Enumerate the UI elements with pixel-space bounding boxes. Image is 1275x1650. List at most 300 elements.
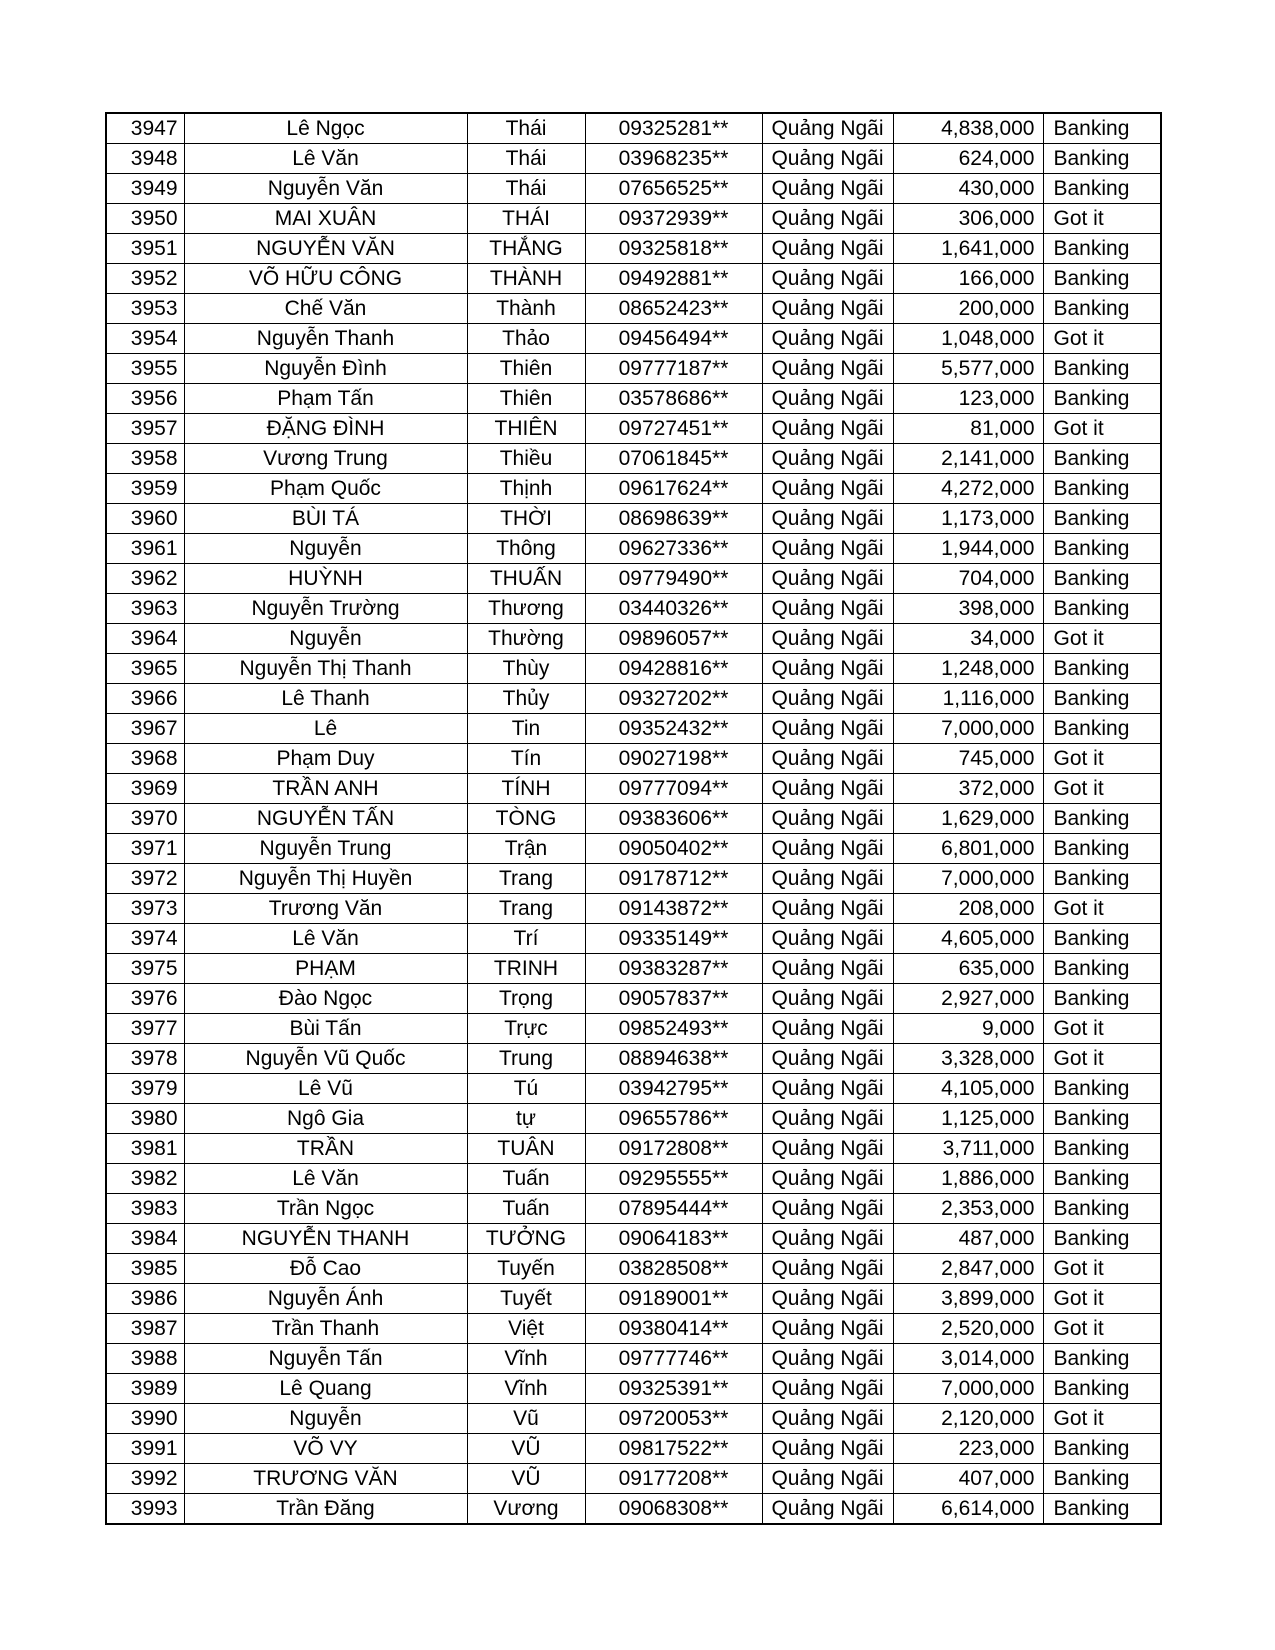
cell-number: 3961 (106, 534, 184, 564)
cell-given-name: TUÂN (467, 1134, 585, 1164)
table-row (106, 1194, 1161, 1224)
cell-given-name: TƯỞNG (467, 1224, 585, 1254)
cell-phone: 09777187** (585, 354, 762, 384)
table-row (106, 864, 1161, 894)
cell-surname: Lê Văn (184, 924, 467, 954)
cell-phone: 09720053** (585, 1404, 762, 1434)
table-row (106, 324, 1161, 354)
cell-number: 3958 (106, 444, 184, 474)
cell-phone: 03440326** (585, 594, 762, 624)
cell-given-name: THUẤN (467, 564, 585, 594)
cell-amount: 166,000 (893, 264, 1043, 294)
cell-surname: Nguyễn (184, 624, 467, 654)
cell-number: 3947 (106, 113, 184, 144)
cell-province: Quảng Ngãi (762, 1074, 893, 1104)
cell-surname: Nguyễn Thị Huyền (184, 864, 467, 894)
cell-amount: 200,000 (893, 294, 1043, 324)
cell-amount: 123,000 (893, 384, 1043, 414)
cell-status: Banking (1043, 1434, 1161, 1464)
cell-phone: 09727451** (585, 414, 762, 444)
cell-given-name: Thiên (467, 354, 585, 384)
cell-number: 3980 (106, 1104, 184, 1134)
cell-given-name: Thủy (467, 684, 585, 714)
cell-province: Quảng Ngãi (762, 264, 893, 294)
cell-status: Banking (1043, 864, 1161, 894)
cell-given-name: Tuấn (467, 1164, 585, 1194)
cell-given-name: Thái (467, 144, 585, 174)
cell-number: 3949 (106, 174, 184, 204)
cell-number: 3985 (106, 1254, 184, 1284)
cell-number: 3984 (106, 1224, 184, 1254)
cell-number: 3982 (106, 1164, 184, 1194)
cell-number: 3963 (106, 594, 184, 624)
cell-given-name: TRINH (467, 954, 585, 984)
cell-given-name: Thông (467, 534, 585, 564)
cell-number: 3965 (106, 654, 184, 684)
cell-given-name: Thái (467, 174, 585, 204)
cell-status: Banking (1043, 714, 1161, 744)
table-row (106, 744, 1161, 774)
cell-status: Got it (1043, 1254, 1161, 1284)
cell-phone: 09064183** (585, 1224, 762, 1254)
table-row (106, 1494, 1161, 1525)
cell-phone: 09852493** (585, 1014, 762, 1044)
cell-phone: 09178712** (585, 864, 762, 894)
table-row (106, 834, 1161, 864)
cell-surname: Nguyễn (184, 1404, 467, 1434)
cell-surname: TRẦN ANH (184, 774, 467, 804)
cell-amount: 372,000 (893, 774, 1043, 804)
cell-province: Quảng Ngãi (762, 804, 893, 834)
cell-surname: Lê Văn (184, 1164, 467, 1194)
table-row (106, 113, 1161, 144)
cell-surname: Phạm Duy (184, 744, 467, 774)
cell-number: 3972 (106, 864, 184, 894)
cell-given-name: Trận (467, 834, 585, 864)
cell-surname: Nguyễn Tấn (184, 1344, 467, 1374)
cell-surname: VÕ HỮU CÔNG (184, 264, 467, 294)
cell-status: Banking (1043, 1074, 1161, 1104)
cell-amount: 7,000,000 (893, 864, 1043, 894)
cell-surname: Trần Ngọc (184, 1194, 467, 1224)
cell-amount: 398,000 (893, 594, 1043, 624)
cell-surname: NGUYỄN TẤN (184, 804, 467, 834)
cell-number: 3979 (106, 1074, 184, 1104)
cell-surname: MAI XUÂN (184, 204, 467, 234)
cell-amount: 407,000 (893, 1464, 1043, 1494)
cell-amount: 7,000,000 (893, 1374, 1043, 1404)
cell-status: Banking (1043, 354, 1161, 384)
cell-phone: 09177208** (585, 1464, 762, 1494)
cell-given-name: THÀNH (467, 264, 585, 294)
cell-amount: 1,886,000 (893, 1164, 1043, 1194)
cell-phone: 09027198** (585, 744, 762, 774)
cell-number: 3970 (106, 804, 184, 834)
cell-phone: 09777094** (585, 774, 762, 804)
cell-given-name: Thịnh (467, 474, 585, 504)
cell-number: 3967 (106, 714, 184, 744)
cell-number: 3981 (106, 1134, 184, 1164)
cell-given-name: VŨ (467, 1434, 585, 1464)
cell-amount: 2,141,000 (893, 444, 1043, 474)
cell-phone: 09383606** (585, 804, 762, 834)
cell-province: Quảng Ngãi (762, 654, 893, 684)
cell-phone: 09428816** (585, 654, 762, 684)
cell-status: Got it (1043, 774, 1161, 804)
cell-number: 3988 (106, 1344, 184, 1374)
cell-amount: 3,899,000 (893, 1284, 1043, 1314)
table-row (106, 924, 1161, 954)
cell-given-name: TÍNH (467, 774, 585, 804)
cell-amount: 3,328,000 (893, 1044, 1043, 1074)
cell-status: Got it (1043, 744, 1161, 774)
cell-province: Quảng Ngãi (762, 1284, 893, 1314)
table-row (106, 174, 1161, 204)
cell-number: 3960 (106, 504, 184, 534)
cell-phone: 09325818** (585, 234, 762, 264)
cell-status: Banking (1043, 834, 1161, 864)
table-row (106, 654, 1161, 684)
cell-province: Quảng Ngãi (762, 894, 893, 924)
cell-number: 3954 (106, 324, 184, 354)
table-row (106, 354, 1161, 384)
cell-status: Banking (1043, 384, 1161, 414)
cell-province: Quảng Ngãi (762, 1044, 893, 1074)
table-row (106, 294, 1161, 324)
cell-status: Got it (1043, 324, 1161, 354)
cell-amount: 7,000,000 (893, 714, 1043, 744)
cell-province: Quảng Ngãi (762, 864, 893, 894)
cell-surname: Lê Thanh (184, 684, 467, 714)
cell-phone: 09456494** (585, 324, 762, 354)
cell-amount: 208,000 (893, 894, 1043, 924)
cell-status: Banking (1043, 564, 1161, 594)
cell-status: Banking (1043, 684, 1161, 714)
cell-given-name: Thái (467, 113, 585, 144)
cell-given-name: tự (467, 1104, 585, 1134)
table-row (106, 264, 1161, 294)
cell-phone: 09777746** (585, 1344, 762, 1374)
cell-phone: 08652423** (585, 294, 762, 324)
table-row (106, 534, 1161, 564)
table-row (106, 504, 1161, 534)
table-row (106, 804, 1161, 834)
cell-surname: TRẦN (184, 1134, 467, 1164)
cell-number: 3975 (106, 954, 184, 984)
cell-given-name: Việt (467, 1314, 585, 1344)
cell-number: 3948 (106, 144, 184, 174)
cell-surname: Trần Thanh (184, 1314, 467, 1344)
cell-province: Quảng Ngãi (762, 1104, 893, 1134)
cell-amount: 1,173,000 (893, 504, 1043, 534)
cell-given-name: Trí (467, 924, 585, 954)
cell-status: Banking (1043, 954, 1161, 984)
table-row (106, 564, 1161, 594)
cell-number: 3993 (106, 1494, 184, 1525)
cell-given-name: THẮNG (467, 234, 585, 264)
cell-given-name: Thảo (467, 324, 585, 354)
cell-amount: 1,116,000 (893, 684, 1043, 714)
cell-province: Quảng Ngãi (762, 414, 893, 444)
cell-given-name: Vĩnh (467, 1344, 585, 1374)
cell-status: Banking (1043, 234, 1161, 264)
table-row (106, 1044, 1161, 1074)
table-row (106, 384, 1161, 414)
table-row (106, 1074, 1161, 1104)
cell-amount: 2,120,000 (893, 1404, 1043, 1434)
cell-number: 3966 (106, 684, 184, 714)
cell-given-name: THỜI (467, 504, 585, 534)
table-row (106, 1134, 1161, 1164)
cell-number: 3992 (106, 1464, 184, 1494)
table-row (106, 1104, 1161, 1134)
cell-status: Banking (1043, 984, 1161, 1014)
cell-phone: 09896057** (585, 624, 762, 654)
cell-phone: 09380414** (585, 1314, 762, 1344)
cell-province: Quảng Ngãi (762, 1194, 893, 1224)
cell-phone: 07656525** (585, 174, 762, 204)
cell-status: Got it (1043, 204, 1161, 234)
cell-surname: Vương Trung (184, 444, 467, 474)
cell-phone: 09327202** (585, 684, 762, 714)
cell-province: Quảng Ngãi (762, 1254, 893, 1284)
cell-given-name: Vương (467, 1494, 585, 1525)
cell-number: 3964 (106, 624, 184, 654)
cell-status: Banking (1043, 594, 1161, 624)
table-row (106, 234, 1161, 264)
cell-surname: NGUYỄN THANH (184, 1224, 467, 1254)
cell-given-name: Thương (467, 594, 585, 624)
cell-number: 3991 (106, 1434, 184, 1464)
cell-number: 3962 (106, 564, 184, 594)
table-row (106, 1344, 1161, 1374)
cell-province: Quảng Ngãi (762, 924, 893, 954)
cell-surname: Ngô Gia (184, 1104, 467, 1134)
table-row (106, 714, 1161, 744)
cell-surname: ĐẶNG ĐÌNH (184, 414, 467, 444)
cell-status: Banking (1043, 1464, 1161, 1494)
cell-surname: Nguyễn Trường (184, 594, 467, 624)
table-row (106, 1404, 1161, 1434)
cell-given-name: Tuyến (467, 1254, 585, 1284)
cell-status: Banking (1043, 1164, 1161, 1194)
cell-number: 3969 (106, 774, 184, 804)
cell-number: 3978 (106, 1044, 184, 1074)
table-row (106, 594, 1161, 624)
cell-status: Banking (1043, 444, 1161, 474)
cell-province: Quảng Ngãi (762, 294, 893, 324)
cell-status: Banking (1043, 924, 1161, 954)
cell-phone: 07895444** (585, 1194, 762, 1224)
cell-surname: NGUYỄN VĂN (184, 234, 467, 264)
cell-province: Quảng Ngãi (762, 144, 893, 174)
cell-amount: 624,000 (893, 144, 1043, 174)
cell-surname: Lê Quang (184, 1374, 467, 1404)
cell-status: Banking (1043, 1134, 1161, 1164)
cell-amount: 6,801,000 (893, 834, 1043, 864)
cell-surname: BÙI TÁ (184, 504, 467, 534)
cell-province: Quảng Ngãi (762, 984, 893, 1014)
cell-phone: 09068308** (585, 1494, 762, 1525)
cell-status: Banking (1043, 654, 1161, 684)
cell-province: Quảng Ngãi (762, 564, 893, 594)
cell-number: 3957 (106, 414, 184, 444)
cell-amount: 430,000 (893, 174, 1043, 204)
cell-status: Banking (1043, 144, 1161, 174)
cell-number: 3987 (106, 1314, 184, 1344)
cell-phone: 03578686** (585, 384, 762, 414)
cell-phone: 09189001** (585, 1284, 762, 1314)
cell-surname: HUỲNH (184, 564, 467, 594)
cell-surname: Chế Văn (184, 294, 467, 324)
cell-surname: Nguyễn (184, 534, 467, 564)
cell-amount: 487,000 (893, 1224, 1043, 1254)
cell-surname: Nguyễn Thanh (184, 324, 467, 354)
cell-status: Banking (1043, 113, 1161, 144)
cell-number: 3951 (106, 234, 184, 264)
table-row (106, 414, 1161, 444)
cell-amount: 4,838,000 (893, 113, 1043, 144)
cell-province: Quảng Ngãi (762, 684, 893, 714)
cell-phone: 09143872** (585, 894, 762, 924)
cell-province: Quảng Ngãi (762, 384, 893, 414)
cell-amount: 81,000 (893, 414, 1043, 444)
cell-phone: 08894638** (585, 1044, 762, 1074)
table-row (106, 1464, 1161, 1494)
cell-number: 3968 (106, 744, 184, 774)
cell-amount: 1,641,000 (893, 234, 1043, 264)
cell-province: Quảng Ngãi (762, 1134, 893, 1164)
cell-phone: 09325391** (585, 1374, 762, 1404)
cell-status: Banking (1043, 1494, 1161, 1525)
cell-phone: 03942795** (585, 1074, 762, 1104)
cell-province: Quảng Ngãi (762, 354, 893, 384)
cell-phone: 09325281** (585, 113, 762, 144)
cell-amount: 2,847,000 (893, 1254, 1043, 1284)
cell-number: 3990 (106, 1404, 184, 1434)
cell-status: Banking (1043, 1344, 1161, 1374)
table-row (106, 984, 1161, 1014)
cell-amount: 34,000 (893, 624, 1043, 654)
records-table (105, 112, 1162, 1525)
table-row (106, 444, 1161, 474)
cell-amount: 5,577,000 (893, 354, 1043, 384)
cell-status: Banking (1043, 1194, 1161, 1224)
cell-number: 3977 (106, 1014, 184, 1044)
table-row (106, 1014, 1161, 1044)
cell-surname: Trần Đăng (184, 1494, 467, 1525)
cell-given-name: THÁI (467, 204, 585, 234)
cell-phone: 09627336** (585, 534, 762, 564)
cell-amount: 6,614,000 (893, 1494, 1043, 1525)
cell-province: Quảng Ngãi (762, 1464, 893, 1494)
cell-surname: Phạm Quốc (184, 474, 467, 504)
cell-number: 3989 (106, 1374, 184, 1404)
cell-province: Quảng Ngãi (762, 534, 893, 564)
cell-province: Quảng Ngãi (762, 504, 893, 534)
cell-province: Quảng Ngãi (762, 834, 893, 864)
cell-province: Quảng Ngãi (762, 1014, 893, 1044)
cell-amount: 635,000 (893, 954, 1043, 984)
table-row (106, 1434, 1161, 1464)
cell-amount: 3,711,000 (893, 1134, 1043, 1164)
cell-phone: 09050402** (585, 834, 762, 864)
cell-surname: Lê Văn (184, 144, 467, 174)
cell-phone: 09817522** (585, 1434, 762, 1464)
cell-given-name: Tuấn (467, 1194, 585, 1224)
cell-surname: Nguyễn Thị Thanh (184, 654, 467, 684)
cell-status: Banking (1043, 294, 1161, 324)
cell-province: Quảng Ngãi (762, 324, 893, 354)
cell-given-name: Trung (467, 1044, 585, 1074)
cell-given-name: VŨ (467, 1464, 585, 1494)
cell-given-name: Tú (467, 1074, 585, 1104)
cell-number: 3971 (106, 834, 184, 864)
cell-phone: 09372939** (585, 204, 762, 234)
cell-amount: 1,125,000 (893, 1104, 1043, 1134)
cell-surname: Nguyễn Trung (184, 834, 467, 864)
cell-given-name: Trọng (467, 984, 585, 1014)
cell-amount: 3,014,000 (893, 1344, 1043, 1374)
cell-province: Quảng Ngãi (762, 174, 893, 204)
cell-number: 3952 (106, 264, 184, 294)
cell-status: Got it (1043, 1044, 1161, 1074)
table-row (106, 1254, 1161, 1284)
cell-number: 3974 (106, 924, 184, 954)
cell-province: Quảng Ngãi (762, 774, 893, 804)
table-row (106, 954, 1161, 984)
cell-number: 3953 (106, 294, 184, 324)
table-row (106, 684, 1161, 714)
cell-given-name: Thành (467, 294, 585, 324)
table-row (106, 474, 1161, 504)
table-row (106, 1374, 1161, 1404)
cell-phone: 07061845** (585, 444, 762, 474)
cell-phone: 09172808** (585, 1134, 762, 1164)
cell-given-name: Trang (467, 864, 585, 894)
cell-status: Got it (1043, 1014, 1161, 1044)
table-row (106, 624, 1161, 654)
cell-surname: Nguyễn Văn (184, 174, 467, 204)
table-row (106, 1314, 1161, 1344)
cell-amount: 1,248,000 (893, 654, 1043, 684)
cell-status: Banking (1043, 1104, 1161, 1134)
cell-phone: 03828508** (585, 1254, 762, 1284)
cell-province: Quảng Ngãi (762, 1434, 893, 1464)
table-row (106, 204, 1161, 234)
cell-given-name: Trực (467, 1014, 585, 1044)
cell-phone: 09779490** (585, 564, 762, 594)
cell-amount: 306,000 (893, 204, 1043, 234)
cell-surname: Lê Ngọc (184, 113, 467, 144)
cell-status: Got it (1043, 894, 1161, 924)
cell-province: Quảng Ngãi (762, 204, 893, 234)
cell-given-name: Thường (467, 624, 585, 654)
cell-phone: 09295555** (585, 1164, 762, 1194)
cell-province: Quảng Ngãi (762, 474, 893, 504)
cell-amount: 1,629,000 (893, 804, 1043, 834)
cell-phone: 03968235** (585, 144, 762, 174)
cell-surname: Lê Vũ (184, 1074, 467, 1104)
cell-phone: 09352432** (585, 714, 762, 744)
cell-surname: TRƯƠNG VĂN (184, 1464, 467, 1494)
cell-status: Banking (1043, 1224, 1161, 1254)
table-row (106, 1284, 1161, 1314)
cell-given-name: Tin (467, 714, 585, 744)
cell-given-name: Vĩnh (467, 1374, 585, 1404)
cell-province: Quảng Ngãi (762, 1344, 893, 1374)
cell-given-name: Thùy (467, 654, 585, 684)
